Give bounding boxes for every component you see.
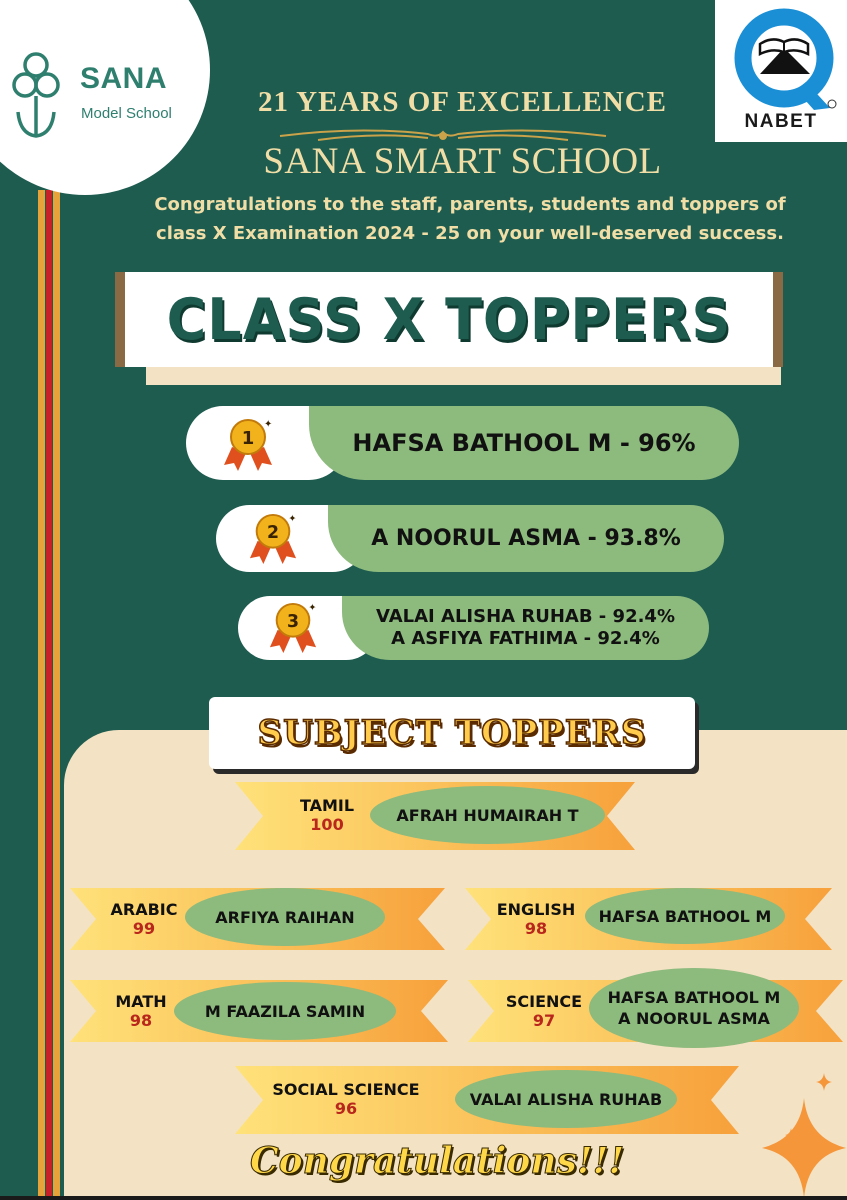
nabet-book-logo-icon xyxy=(730,6,838,116)
subject-name: TAMIL xyxy=(299,796,355,815)
class-toppers-title: CLASS X TOPPERS xyxy=(166,286,732,353)
topper-name: HAFSA BATHOOL M A NOORUL ASMA xyxy=(589,968,799,1048)
message-line-2: class X Examination 2024 - 25 on your well-deserved success. xyxy=(156,223,784,244)
school-name: SANA SMART SCHOOL xyxy=(263,141,662,182)
subject-label xyxy=(265,1080,427,1118)
medal-1-number: 1 xyxy=(241,428,255,449)
subject-ribbon-arabic xyxy=(70,888,445,950)
subject-label xyxy=(494,992,594,1030)
silver-medal-icon xyxy=(248,512,298,564)
subject-score: 98 xyxy=(129,1011,153,1030)
nabet-label: NABET xyxy=(744,111,818,132)
subject-name: ENGLISH xyxy=(496,900,576,919)
left-stripe-red xyxy=(46,190,52,1200)
rank-2-text: A NOORUL ASMA - 93.8% xyxy=(371,526,681,551)
subject-score: 96 xyxy=(334,1099,358,1118)
svg-text:✦: ✦ xyxy=(308,602,317,614)
bottom-border xyxy=(0,1196,847,1200)
sana-logo-icon xyxy=(12,50,60,144)
subject-toppers-banner xyxy=(209,697,695,769)
congratulations-footer: Congratulations!!! xyxy=(250,1140,625,1182)
left-stripe-orange-2 xyxy=(53,190,60,1200)
rank-3-text-2: A ASFIYA FATHIMA - 92.4% xyxy=(391,628,660,649)
logo-name: SANA xyxy=(80,62,168,95)
subject-score: 98 xyxy=(524,919,548,938)
message-line-1: Congratulations to the staff, parents, students and toppers of xyxy=(154,194,786,215)
subject-name: ARABIC xyxy=(110,900,178,919)
topper-name: VALAI ALISHA RUHAB xyxy=(455,1070,677,1128)
subject-label xyxy=(98,992,184,1030)
medal-3-number: 3 xyxy=(286,612,300,632)
gold-medal-icon xyxy=(222,417,274,471)
svg-text:✦: ✦ xyxy=(264,419,273,430)
svg-text:✦: ✦ xyxy=(288,513,297,525)
subject-name: SCIENCE xyxy=(505,992,583,1011)
subject-toppers-title: SUBJECT TOPPERS xyxy=(257,713,647,753)
medal-2-number: 2 xyxy=(266,523,280,543)
left-stripe-orange xyxy=(38,190,45,1200)
tagline: 21 YEARS OF EXCELLENCE xyxy=(258,86,667,118)
rank-3-text-1: VALAI ALISHA RUHAB - 92.4% xyxy=(376,606,675,627)
topper-name: AFRAH HUMAIRAH T xyxy=(370,786,605,844)
sparkle-icon xyxy=(760,1090,847,1200)
subject-score: 99 xyxy=(132,919,156,938)
subject-ribbon-math xyxy=(70,980,448,1042)
subject-ribbon-english xyxy=(465,888,832,950)
congratulation-message xyxy=(110,190,830,248)
subject-score: 100 xyxy=(310,815,344,834)
logo-subtitle: Model School xyxy=(81,105,172,122)
class-toppers-banner xyxy=(115,272,783,367)
rank-1-text: HAFSA BATHOOL M - 96% xyxy=(352,429,696,457)
subject-name: SOCIAL SCIENCE xyxy=(272,1080,420,1099)
topper-name: ARFIYA RAIHAN xyxy=(185,888,385,946)
topper-name: M FAAZILA SAMIN xyxy=(174,982,396,1040)
subject-label xyxy=(100,900,188,938)
subject-name: MATH xyxy=(115,992,167,1011)
subject-ribbon-social-science xyxy=(235,1066,739,1134)
topper-name: HAFSA BATHOOL M xyxy=(585,888,785,944)
subject-ribbon-science xyxy=(468,980,843,1042)
bronze-medal-icon xyxy=(268,601,318,653)
small-sparkle-icon xyxy=(816,1073,832,1091)
subject-label xyxy=(491,900,581,938)
subject-ribbon-tamil xyxy=(235,782,635,850)
subject-label xyxy=(287,796,367,834)
tiny-sparkle-icon xyxy=(785,1128,797,1142)
subject-score: 97 xyxy=(532,1011,556,1030)
